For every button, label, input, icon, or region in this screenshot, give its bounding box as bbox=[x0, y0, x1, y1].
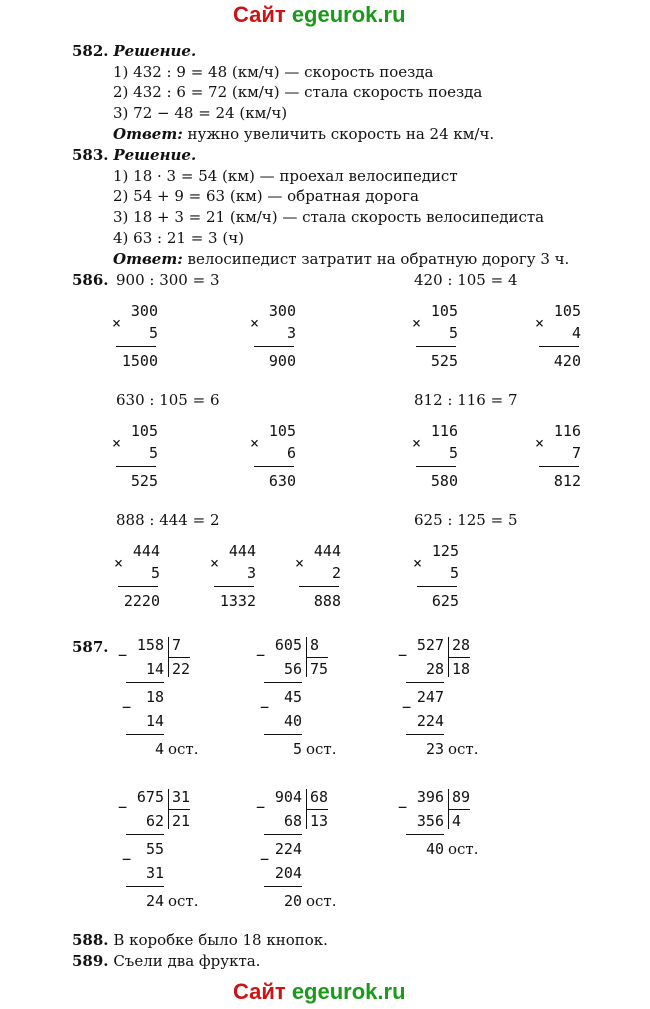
dividend: 904 bbox=[274, 788, 302, 806]
times-sign: × bbox=[535, 434, 545, 452]
problem-number: 587. bbox=[72, 638, 109, 656]
times-sign: × bbox=[535, 314, 545, 332]
product-line bbox=[539, 346, 579, 347]
product: 625 bbox=[431, 592, 459, 610]
subtrahend: 356 bbox=[416, 812, 444, 830]
remainder-label: ост. bbox=[448, 840, 479, 858]
product: 525 bbox=[130, 472, 158, 490]
subtraction-line bbox=[126, 834, 164, 835]
site-header bbox=[233, 2, 406, 28]
equation: 630 : 105 = 6 bbox=[116, 391, 220, 409]
multiplier: 5 bbox=[448, 444, 458, 462]
multiplier: 5 bbox=[148, 324, 158, 342]
answer-line bbox=[113, 125, 494, 143]
multiplier: 5 bbox=[449, 564, 459, 582]
equation: 812 : 116 = 7 bbox=[414, 391, 518, 409]
product-line bbox=[116, 466, 156, 467]
minus-sign: − bbox=[256, 798, 266, 816]
product: 900 bbox=[268, 352, 296, 370]
times-sign: × bbox=[250, 314, 260, 332]
subtrahend: 31 bbox=[145, 864, 164, 882]
answer-label: Ответ: bbox=[113, 250, 183, 268]
site-header-domain: egeurok.ru bbox=[291, 2, 406, 27]
remainder: 4 bbox=[154, 740, 164, 758]
times-sign: × bbox=[412, 434, 422, 452]
problem-582-heading bbox=[72, 42, 196, 60]
product: 580 bbox=[430, 472, 458, 490]
remainder: 24 bbox=[145, 892, 164, 910]
subtraction-line bbox=[126, 734, 164, 735]
multiplicand: 444 bbox=[132, 542, 160, 560]
subtrahend: 56 bbox=[283, 660, 302, 678]
minus-sign: − bbox=[256, 646, 266, 664]
multiplier: 5 bbox=[150, 564, 160, 582]
subtrahend: 204 bbox=[274, 864, 302, 882]
subtraction-line bbox=[406, 682, 444, 683]
equation: 420 : 105 = 4 bbox=[414, 271, 518, 289]
product-line bbox=[417, 586, 457, 587]
subtraction-line bbox=[264, 734, 302, 735]
minus-sign: − bbox=[398, 646, 408, 664]
times-sign: × bbox=[250, 434, 260, 452]
dividend: 396 bbox=[416, 788, 444, 806]
multiplier: 5 bbox=[148, 444, 158, 462]
partial-remainder: 224 bbox=[274, 840, 302, 858]
solution-line: 2) 54 + 9 = 63 (км) — обратная дорога bbox=[113, 187, 419, 205]
partial-remainder: 247 bbox=[416, 688, 444, 706]
minus-sign: − bbox=[260, 698, 270, 716]
answer-text: велосипедист затратит на обратную дорогу 3 ч. bbox=[182, 250, 570, 268]
product-line bbox=[254, 466, 294, 467]
multiplier: 3 bbox=[286, 324, 296, 342]
divisor: 28 bbox=[452, 636, 471, 654]
minus-sign: − bbox=[118, 798, 128, 816]
product: 630 bbox=[268, 472, 296, 490]
product: 420 bbox=[553, 352, 581, 370]
subtraction-line bbox=[126, 886, 164, 887]
times-sign: × bbox=[112, 314, 122, 332]
remainder: 40 bbox=[425, 840, 444, 858]
subtrahend: 62 bbox=[145, 812, 164, 830]
answer-text: нужно увеличить скорость на 24 км/ч. bbox=[182, 125, 495, 143]
subtraction-line bbox=[264, 682, 302, 683]
multiplicand: 125 bbox=[431, 542, 459, 560]
solution-line: 3) 18 + 3 = 21 (км/ч) — стала скорость велосипедиста bbox=[113, 208, 545, 226]
remainder-label: ост. bbox=[306, 892, 337, 910]
dividend: 158 bbox=[136, 636, 164, 654]
product-line bbox=[118, 586, 158, 587]
problem-number: 583. bbox=[72, 146, 109, 164]
quotient: 75 bbox=[310, 660, 329, 678]
multiplicand: 444 bbox=[313, 542, 341, 560]
problem-text: В коробке было 18 кнопок. bbox=[108, 931, 328, 949]
problem-number: 586. bbox=[72, 271, 109, 289]
remainder: 23 bbox=[425, 740, 444, 758]
multiplier: 3 bbox=[246, 564, 256, 582]
minus-sign: − bbox=[122, 850, 132, 868]
equation: 888 : 444 = 2 bbox=[116, 511, 220, 529]
solution-line: 4) 63 : 21 = 3 (ч) bbox=[113, 229, 244, 247]
quotient: 22 bbox=[172, 660, 191, 678]
product: 1332 bbox=[219, 592, 256, 610]
quotient-line bbox=[306, 809, 328, 810]
divisor: 89 bbox=[452, 788, 471, 806]
site-footer-prefix: Сайт bbox=[233, 979, 292, 1004]
multiplier: 7 bbox=[571, 444, 581, 462]
partial-remainder: 18 bbox=[145, 688, 164, 706]
problem-number: 588. bbox=[72, 931, 109, 949]
divisor: 68 bbox=[310, 788, 329, 806]
product: 525 bbox=[430, 352, 458, 370]
partial-remainder: 55 bbox=[145, 840, 164, 858]
equation: 625 : 125 = 5 bbox=[414, 511, 518, 529]
times-sign: × bbox=[295, 554, 305, 572]
subtraction-line bbox=[406, 734, 444, 735]
minus-sign: − bbox=[122, 698, 132, 716]
subtrahend: 68 bbox=[283, 812, 302, 830]
divisor: 7 bbox=[172, 636, 182, 654]
product: 812 bbox=[553, 472, 581, 490]
dividend: 675 bbox=[136, 788, 164, 806]
subtrahend: 40 bbox=[283, 712, 302, 730]
quotient-line bbox=[168, 809, 190, 810]
multiplier: 2 bbox=[331, 564, 341, 582]
subtrahend: 28 bbox=[425, 660, 444, 678]
divisor: 8 bbox=[310, 636, 320, 654]
product-line bbox=[416, 346, 456, 347]
minus-sign: − bbox=[402, 698, 412, 716]
problem-number: 589. bbox=[72, 952, 109, 970]
site-header-prefix: Сайт bbox=[233, 2, 292, 27]
product-line bbox=[254, 346, 294, 347]
quotient: 4 bbox=[452, 812, 462, 830]
times-sign: × bbox=[112, 434, 122, 452]
dividend: 605 bbox=[274, 636, 302, 654]
problem-number: 582. bbox=[72, 42, 109, 60]
solution-line: 1) 18 · 3 = 54 (км) — проехал велосипедист bbox=[113, 167, 458, 185]
problem-583-heading bbox=[72, 146, 196, 164]
multiplicand: 105 bbox=[430, 302, 458, 320]
subtrahend: 14 bbox=[145, 712, 164, 730]
times-sign: × bbox=[412, 314, 422, 332]
solution-line: 2) 432 : 6 = 72 (км/ч) — стала скорость поезда bbox=[113, 83, 483, 101]
problem-text: Съели два фрукта. bbox=[108, 952, 261, 970]
multiplicand: 444 bbox=[228, 542, 256, 560]
minus-sign: − bbox=[260, 850, 270, 868]
remainder: 20 bbox=[283, 892, 302, 910]
solution-line: 1) 432 : 9 = 48 (км/ч) — скорость поезда bbox=[113, 63, 434, 81]
subtrahend: 14 bbox=[145, 660, 164, 678]
multiplier: 5 bbox=[448, 324, 458, 342]
product-line bbox=[214, 586, 254, 587]
times-sign: × bbox=[114, 554, 124, 572]
multiplicand: 105 bbox=[553, 302, 581, 320]
site-footer-domain: egeurok.ru bbox=[291, 979, 406, 1004]
multiplicand: 116 bbox=[553, 422, 581, 440]
equation: 900 : 300 = 3 bbox=[116, 271, 220, 289]
problem-589 bbox=[72, 952, 260, 970]
remainder-label: ост. bbox=[448, 740, 479, 758]
times-sign: × bbox=[413, 554, 423, 572]
minus-sign: − bbox=[118, 646, 128, 664]
solution-label: Решение. bbox=[113, 42, 197, 60]
quotient-line bbox=[168, 657, 190, 658]
multiplicand: 105 bbox=[268, 422, 296, 440]
quotient: 13 bbox=[310, 812, 329, 830]
quotient: 21 bbox=[172, 812, 191, 830]
site-footer bbox=[233, 979, 406, 1005]
product-line bbox=[539, 466, 579, 467]
remainder-label: ост. bbox=[306, 740, 337, 758]
subtraction-line bbox=[126, 682, 164, 683]
dividend: 527 bbox=[416, 636, 444, 654]
divisor: 31 bbox=[172, 788, 191, 806]
quotient-line bbox=[306, 657, 328, 658]
subtraction-line bbox=[264, 886, 302, 887]
times-sign: × bbox=[210, 554, 220, 572]
remainder-label: ост. bbox=[168, 740, 199, 758]
answer-label: Ответ: bbox=[113, 125, 183, 143]
remainder: 5 bbox=[292, 740, 302, 758]
product: 888 bbox=[313, 592, 341, 610]
multiplicand: 116 bbox=[430, 422, 458, 440]
remainder-label: ост. bbox=[168, 892, 199, 910]
subtraction-line bbox=[264, 834, 302, 835]
multiplier: 4 bbox=[571, 324, 581, 342]
answer-line bbox=[113, 250, 569, 268]
subtraction-line bbox=[406, 834, 444, 835]
quotient-line bbox=[448, 657, 470, 658]
quotient-line bbox=[448, 809, 470, 810]
multiplier: 6 bbox=[286, 444, 296, 462]
partial-remainder: 45 bbox=[283, 688, 302, 706]
product: 2220 bbox=[123, 592, 160, 610]
multiplicand: 300 bbox=[268, 302, 296, 320]
product: 1500 bbox=[121, 352, 158, 370]
solution-line: 3) 72 − 48 = 24 (км/ч) bbox=[113, 104, 288, 122]
solution-label: Решение. bbox=[113, 146, 197, 164]
quotient: 18 bbox=[452, 660, 471, 678]
multiplicand: 105 bbox=[130, 422, 158, 440]
problem-588 bbox=[72, 931, 328, 949]
product-line bbox=[299, 586, 339, 587]
minus-sign: − bbox=[398, 798, 408, 816]
multiplicand: 300 bbox=[130, 302, 158, 320]
subtrahend: 224 bbox=[416, 712, 444, 730]
product-line bbox=[416, 466, 456, 467]
product-line bbox=[116, 346, 156, 347]
